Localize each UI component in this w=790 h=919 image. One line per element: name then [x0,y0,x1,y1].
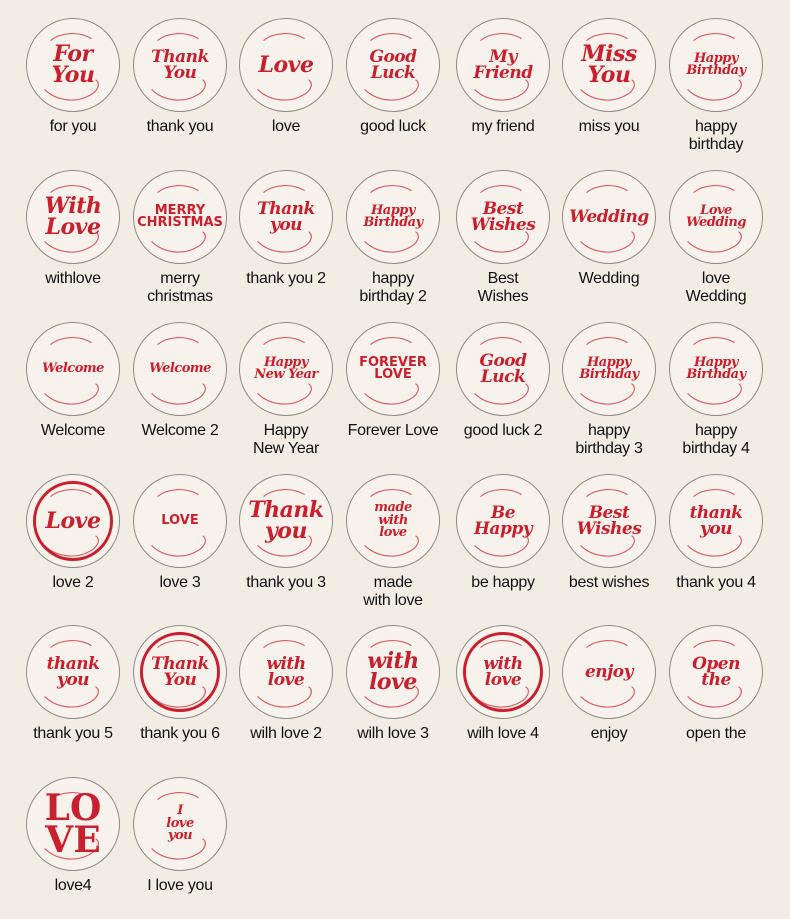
seal-item [553,322,665,458]
wax-seal-image [562,625,656,719]
seal-lettering: Happy Birthday [363,202,423,230]
seal-item [124,474,236,592]
seal-caption: Forever Love [347,422,439,439]
wax-seal-image [133,777,227,871]
seal-caption: best wishes [568,574,650,591]
seal-lettering: Happy New Year [254,354,318,382]
seal-item [17,625,129,743]
wax-seal-image [346,474,440,568]
seal-lettering: enjoy [584,661,634,682]
wax-seal-image [26,170,120,264]
seal-caption: Welcome [40,422,106,439]
seal-item [230,170,342,288]
seal-item [337,625,449,743]
seal-item [124,625,236,743]
seal-caption: wilh love 4 [467,725,539,742]
seal-lettering: My Friend [473,46,533,83]
seal-item [124,170,236,306]
seal-caption: love 2 [52,574,94,591]
seal-caption: thank you 4 [676,574,756,591]
wax-seal-image [669,625,763,719]
wax-seal-image [456,170,550,264]
seal-lettering: LO VE [44,786,102,861]
seal-lettering: Open the [692,653,740,690]
wax-seal-image [346,625,440,719]
seal-caption: thank you 6 [140,725,220,742]
seal-lettering: Thank You [151,46,209,83]
seal-item [230,625,342,743]
seal-lettering: thank you [46,653,100,690]
seal-lettering: Thank You [151,653,209,690]
seal-lettering: Be Happy [473,502,533,539]
seal-lettering: Love Wedding [686,202,746,230]
seal-item [660,474,772,592]
seal-caption: made with love [363,574,423,609]
seal-lettering: made with love [374,500,412,541]
wax-seal-image [346,322,440,416]
seal-caption: be happy [471,574,535,591]
seal-lettering: Welcome [42,360,104,376]
seal-lettering: With Love [44,193,102,240]
seal-caption: happy birthday [688,118,744,153]
seal-item [337,18,449,136]
seal-item [337,474,449,610]
seal-caption: my friend [471,118,535,135]
seal-item [17,322,129,440]
seal-item [124,18,236,136]
seal-lettering: Happy Birthday [686,354,746,382]
wax-seal-image [239,170,333,264]
seal-item [337,170,449,306]
seal-lettering: with love [266,653,306,690]
wax-seal-image [26,777,120,871]
seal-lettering: Love [45,507,101,534]
seal-item [230,322,342,458]
seal-caption: I love you [147,877,213,894]
seal-lettering: Welcome [149,360,211,376]
seal-lettering: with love [367,648,419,695]
seal-item [447,18,559,136]
seal-item [17,170,129,288]
wax-seal-image [562,322,656,416]
seal-caption: love Wedding [685,270,747,305]
seal-caption: wilh love 2 [250,725,322,742]
seal-caption: love [271,118,301,135]
wax-seal-image [239,625,333,719]
wax-seal-image [133,625,227,719]
seal-item [553,170,665,288]
seal-caption: wilh love 3 [357,725,429,742]
seal-caption: thank you 2 [246,270,326,287]
seal-lettering: with love [483,653,523,690]
seal-caption: for you [49,118,97,135]
wax-seal-image [456,322,550,416]
seal-item [337,322,449,440]
seal-caption: Wedding [578,270,640,287]
seal-lettering: Miss You [581,41,637,88]
seal-lettering: For You [51,41,95,88]
seal-item [17,474,129,592]
seal-lettering: MERRY CHRISTMAS [137,202,223,230]
seal-caption: miss you [578,118,640,135]
wax-seal-image [239,474,333,568]
seal-caption: Best Wishes [477,270,529,305]
seal-caption: good luck [360,118,426,135]
seal-item [553,625,665,743]
wax-seal-image [26,18,120,112]
seal-lettering: Happy Birthday [579,354,639,382]
seal-lettering: Love [258,51,314,78]
seal-item [230,18,342,136]
seal-lettering: Happy Birthday [686,50,746,78]
wax-seal-image [26,625,120,719]
seal-item [553,18,665,136]
seal-item [660,625,772,743]
seal-item [660,18,772,154]
seal-caption: thank you [146,118,214,135]
seal-lettering: LOVE [161,512,199,528]
seal-item [660,170,772,306]
seal-item [17,18,129,136]
seal-item [17,777,129,895]
seal-lettering: Best Wishes [470,198,536,235]
seal-item [124,777,236,895]
seal-lettering: Good Luck [369,46,417,83]
seal-caption: Welcome 2 [141,422,219,439]
wax-seal-image [346,170,440,264]
seal-caption: happy birthday 3 [575,422,643,457]
wax-seal-image [239,322,333,416]
seal-item [230,474,342,592]
seal-item [447,625,559,743]
wax-seal-image [133,170,227,264]
seal-caption: love4 [54,877,92,894]
seal-item [447,474,559,592]
wax-seal-image [239,18,333,112]
seal-lettering: Best Wishes [576,502,642,539]
seal-item [447,170,559,306]
seal-caption: happy birthday 2 [359,270,427,305]
wax-seal-image [669,170,763,264]
seal-lettering: thank you [689,502,743,539]
wax-seal-image [133,322,227,416]
wax-seal-image [133,474,227,568]
seal-lettering: Thank you [257,198,315,235]
wax-seal-image [562,474,656,568]
wax-seal-image [26,474,120,568]
wax-seal-image [346,18,440,112]
seal-caption: enjoy [590,725,628,742]
wax-seal-image [562,170,656,264]
wax-seal-image [26,322,120,416]
seal-caption: love 3 [159,574,201,591]
wax-seal-image [133,18,227,112]
seal-lettering: FOREVER LOVE [359,354,427,382]
wax-seal-image [456,18,550,112]
seal-lettering: Wedding [569,206,649,227]
wax-seal-image [456,474,550,568]
wax-seal-image [669,474,763,568]
seal-lettering: Good Luck [479,350,527,387]
seal-caption: happy birthday 4 [682,422,750,457]
wax-seal-image [669,322,763,416]
wax-seal-image [669,18,763,112]
seal-caption: withlove [45,270,101,287]
seal-lettering: Thank you [248,497,324,544]
seal-caption: good luck 2 [463,422,543,439]
seal-caption: thank you 5 [33,725,113,742]
seal-caption: open the [686,725,746,742]
seal-lettering: I love you [166,803,194,844]
seal-caption: Happy New Year [252,422,320,457]
seal-caption: merry christmas [147,270,213,305]
seal-item [124,322,236,440]
wax-seal-image [562,18,656,112]
seal-caption: thank you 3 [246,574,326,591]
seal-item [660,322,772,458]
seal-item [553,474,665,592]
wax-seal-image [456,625,550,719]
seal-item [447,322,559,440]
